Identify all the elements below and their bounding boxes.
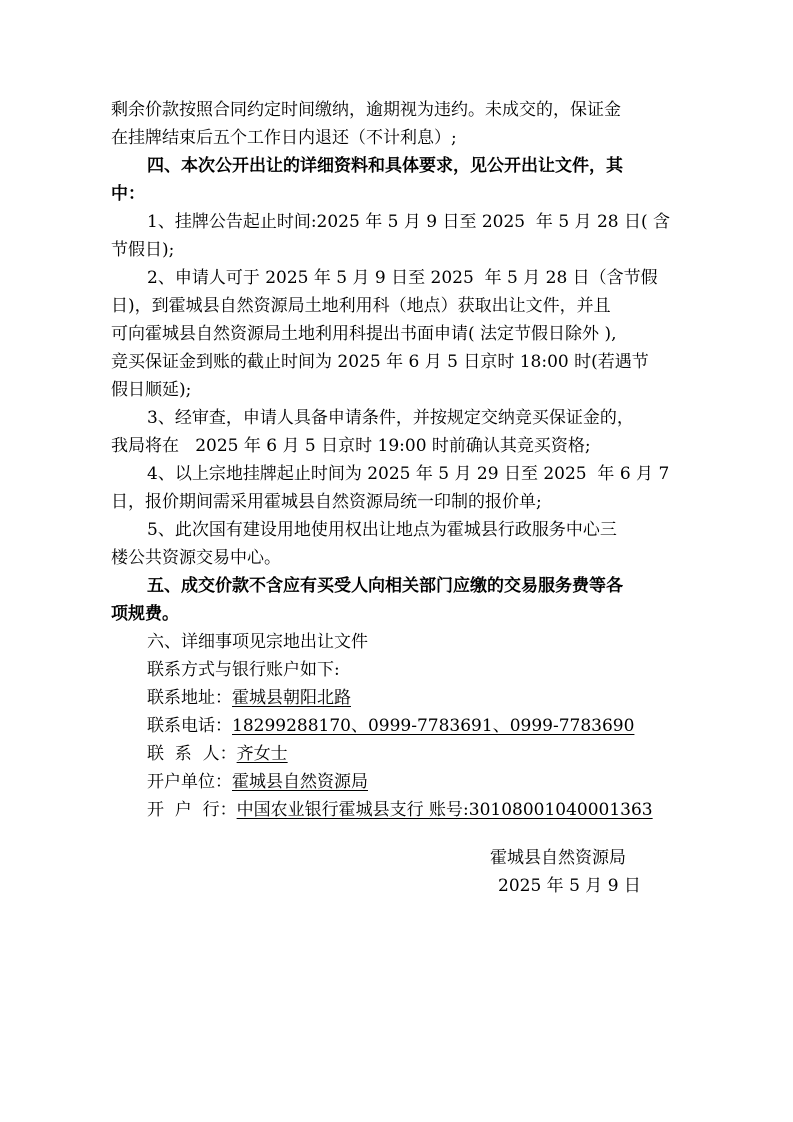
section-heading-4: 四、本次公开出让的详细资料和具体要求，见公开出让文件，其 <box>147 156 623 176</box>
list-item-2-cont: 假日顺延); <box>111 380 192 400</box>
contact-phone-label: 联系电话： <box>147 716 232 736</box>
list-item-2-cont: 可向霍城县自然资源局土地利用科提出书面申请( 法定节假日除外 ), <box>111 324 617 344</box>
list-item-4-cont: 日，报价期间需采用霍城县自然资源局统一印制的报价单; <box>111 492 542 512</box>
contact-intro: 联系方式与银行账户如下: <box>147 660 340 680</box>
contact-address-row <box>147 684 793 712</box>
contact-phone-value: 18299288170、0999-7783691、0999-7783690 <box>232 716 635 736</box>
signature-org: 霍城县自然资源局 <box>490 848 626 868</box>
list-item-3: 3、经审查，申请人具备申请条件，并按规定交纳竞买保证金的， <box>147 408 634 428</box>
contact-address-label: 联系地址： <box>147 688 232 708</box>
section-heading-6: 六、详细事项见宗地出让文件 <box>147 632 368 652</box>
bank-value: 中国农业银行霍城县支行 账号:30108001040001363 <box>236 800 653 820</box>
list-item-5: 5、此次国有建设用地使用权出让地点为霍城县行政服务中心三 <box>147 520 617 540</box>
account-unit-label: 开户单位： <box>147 772 232 792</box>
contact-person-label: 联 系 人： <box>147 744 237 764</box>
account-unit-row <box>147 768 793 796</box>
list-item-1: 1、挂牌公告起止时间:2025 年 5 月 9 日至 2025 年 5 月 28 日( 含 <box>147 212 671 232</box>
contact-phone-row <box>147 712 793 740</box>
section-heading-4-cont: 中： <box>111 184 145 204</box>
list-item-1-cont: 节假日); <box>111 240 175 260</box>
contact-person-row <box>147 740 793 768</box>
paragraph-line: 在挂牌结束后五个工作日内退还（不计利息）; <box>111 128 457 148</box>
list-item-2-cont: 竞买保证金到账的截止时间为 2025 年 6 月 5 日京时 18:00 时(若遇节 <box>111 352 649 372</box>
list-item-2-cont: 日)，到霍城县自然资源局土地利用科（地点）获取出让文件，并且 <box>111 296 611 316</box>
list-item-3-cont: 我局将在 2025 年 6 月 5 日京时 19:00 时前确认其竞买资格; <box>111 436 591 456</box>
account-unit-value: 霍城县自然资源局 <box>232 772 368 792</box>
paragraph-line: 剩余价款按照合同约定时间缴纳，逾期视为违约。未成交的，保证金 <box>111 100 621 120</box>
list-item-2: 2、申请人可于 2025 年 5 月 9 日至 2025 年 5 月 28 日（含节假 <box>147 268 658 288</box>
section-heading-5-cont: 项规费。 <box>111 604 179 624</box>
section-heading-5: 五、成交价款不含应有买受人向相关部门应缴的交易服务费等各 <box>147 576 623 596</box>
list-item-5-cont: 楼公共资源交易中心。 <box>111 548 281 568</box>
contact-person-value: 齐女士 <box>236 744 288 764</box>
list-item-4: 4、以上宗地挂牌起止时间为 2025 年 5 月 29 日至 2025 年 6 月 7 <box>147 464 670 484</box>
bank-row <box>147 796 793 824</box>
bank-label: 开 户 行： <box>147 800 237 820</box>
signature-date: 2025 年 5 月 9 日 <box>498 876 641 896</box>
contact-address-value: 霍城县朝阳北路 <box>232 688 351 708</box>
